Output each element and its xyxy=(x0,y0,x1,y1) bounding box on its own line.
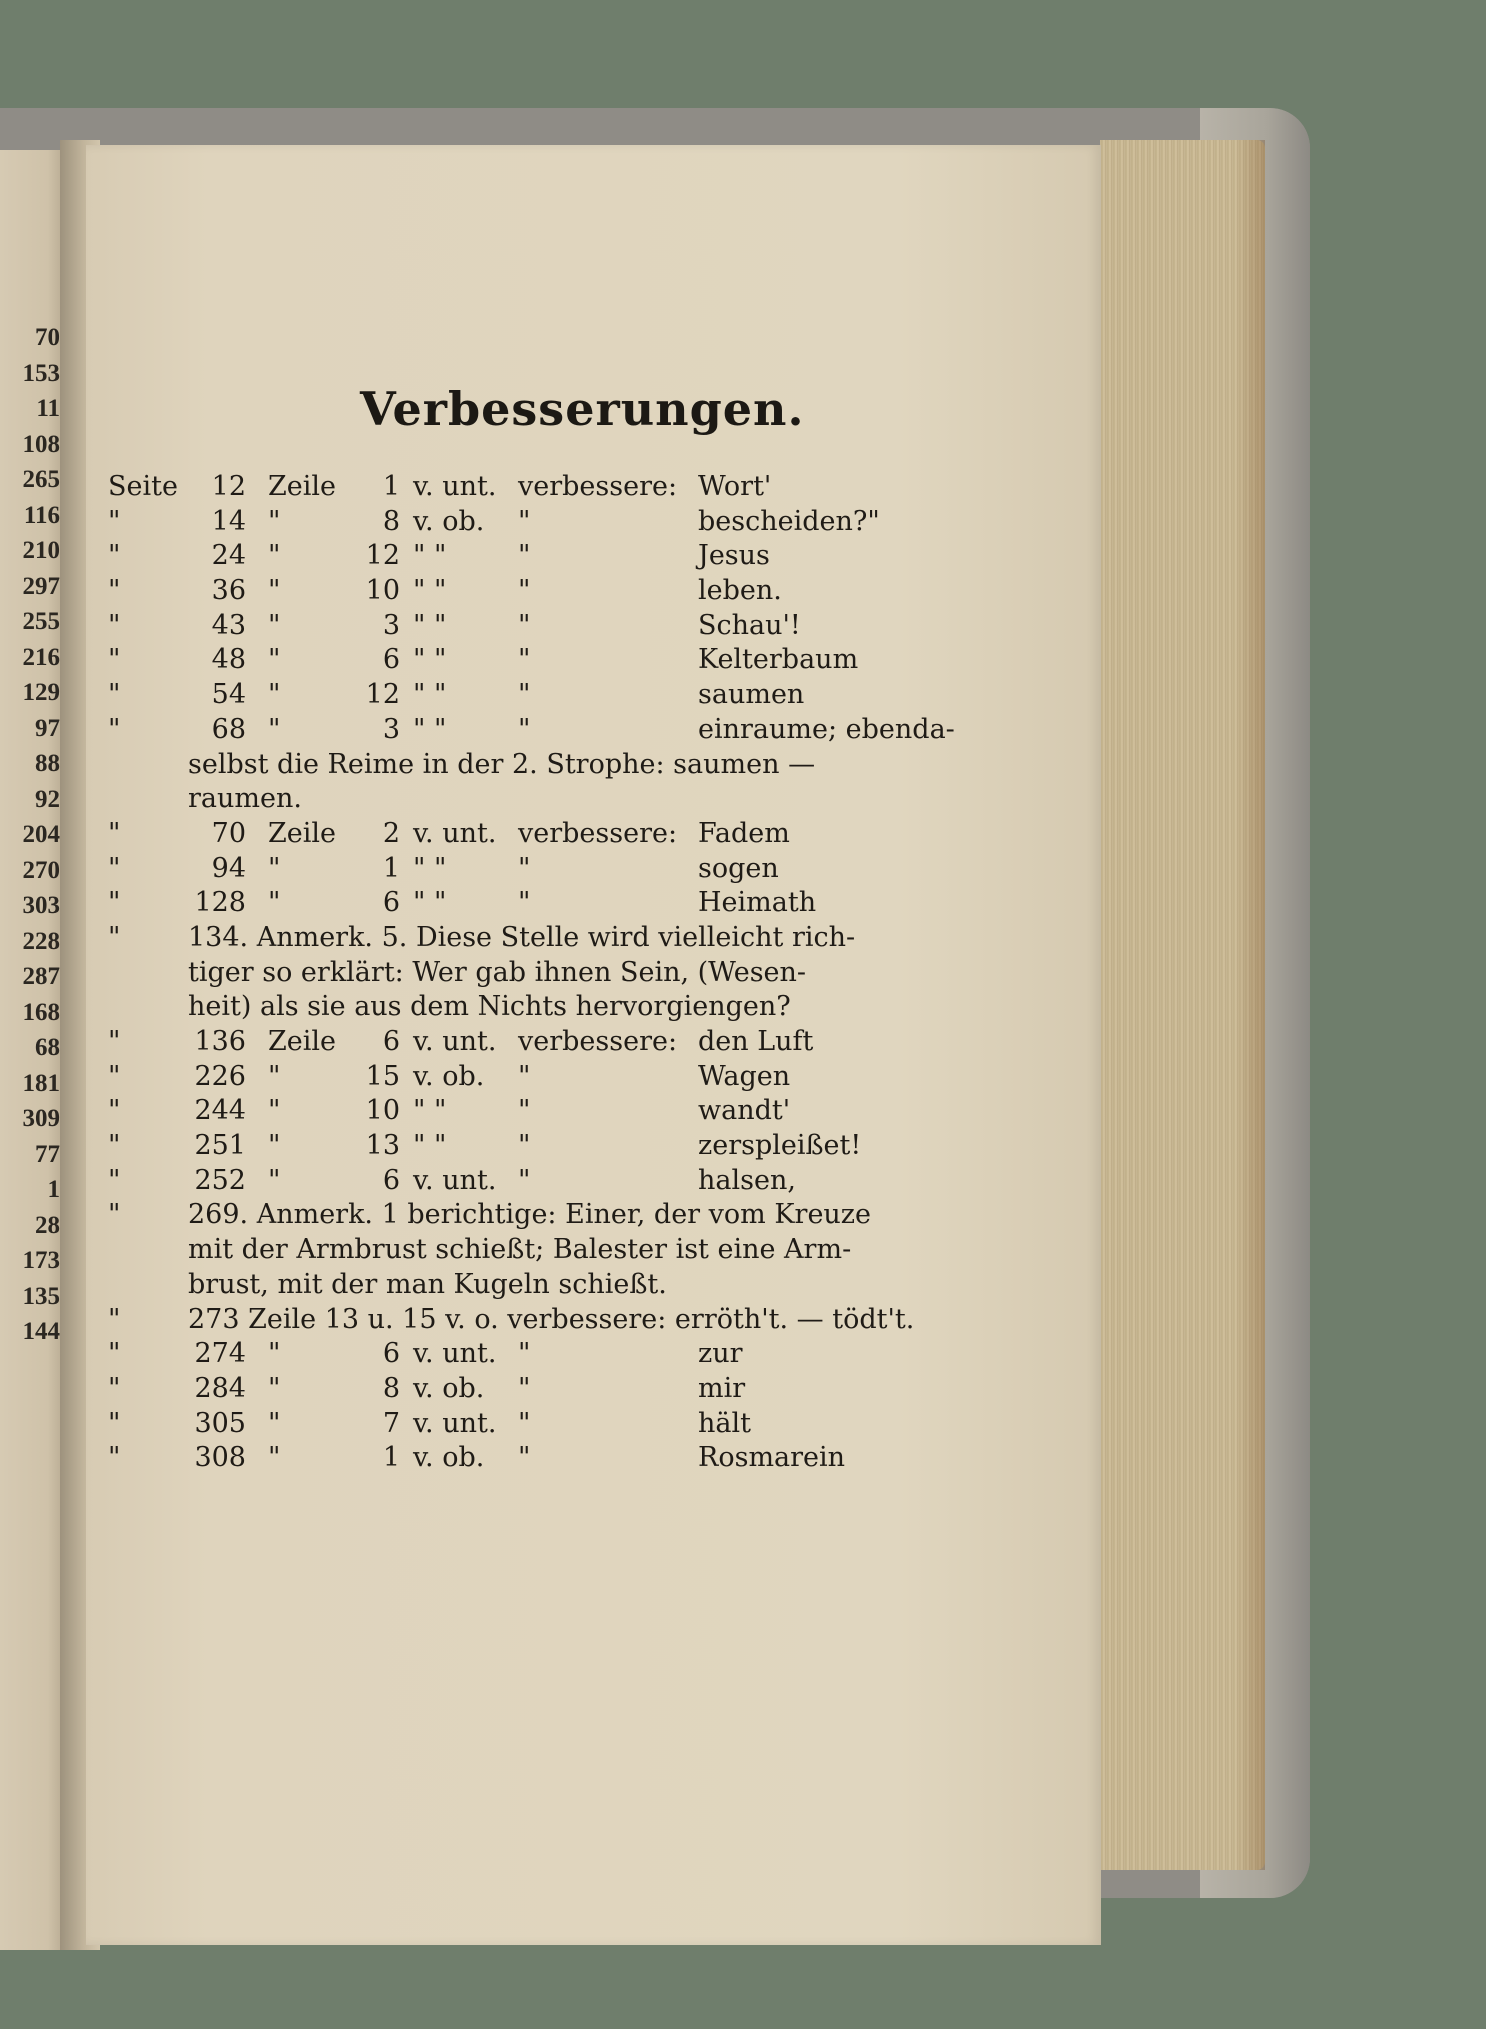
row-direction: " " xyxy=(413,1130,447,1162)
row-verb: " xyxy=(518,540,531,572)
row-label: " xyxy=(108,644,121,676)
row-page: 128 xyxy=(194,887,246,919)
row-zeile: " xyxy=(268,1442,281,1474)
row-word: Fadem xyxy=(698,817,790,849)
row-line: 3 xyxy=(382,713,400,745)
row-direction: " " xyxy=(413,852,447,884)
correction-row xyxy=(108,1372,988,1407)
correction-row xyxy=(108,1407,988,1442)
row-text: tiger so erklärt: Wer gab ihnen Sein, (Wesen- xyxy=(188,956,807,988)
row-direction: v. unt. xyxy=(413,471,497,502)
row-verb: " xyxy=(518,1372,531,1404)
row-direction: " " xyxy=(413,575,447,607)
row-verb: " xyxy=(518,609,531,641)
row-word: zur xyxy=(698,1338,743,1370)
row-word: Wagen xyxy=(698,1060,791,1092)
left-page-number: 181 xyxy=(22,1069,60,1097)
left-page-numbers xyxy=(0,320,60,1350)
row-direction: v. ob. xyxy=(413,1442,485,1474)
correction-row xyxy=(108,1164,988,1199)
row-line: 1 xyxy=(382,1442,400,1474)
row-zeile: " xyxy=(268,852,281,884)
row-label: " xyxy=(108,1338,121,1370)
row-verb: " xyxy=(518,1338,531,1370)
row-direction: v. unt. xyxy=(413,817,497,849)
row-word: bescheiden?" xyxy=(698,505,880,537)
row-verb: " xyxy=(518,852,531,884)
row-text: 273 Zeile 13 u. 15 v. o. verbessere: erröth't. — tödt't. xyxy=(188,1303,915,1335)
row-label: " xyxy=(108,1026,121,1057)
row-line: 13 xyxy=(365,1130,400,1162)
row-line: 6 xyxy=(382,1338,400,1370)
row-verb: " xyxy=(518,1060,531,1092)
row-page: 251 xyxy=(194,1130,246,1162)
row-verb: verbessere: xyxy=(518,1026,678,1057)
left-page-number: 70 xyxy=(35,324,60,351)
row-label: " xyxy=(108,1199,121,1231)
correction-row xyxy=(108,817,988,852)
row-line: 3 xyxy=(382,609,400,641)
row-text: heit) als sie aus dem Nichts hervorgiengen? xyxy=(188,991,791,1023)
row-word: halsen, xyxy=(698,1164,796,1196)
correction-row xyxy=(108,1441,988,1476)
row-line: 8 xyxy=(382,1372,400,1404)
left-page-number: 116 xyxy=(23,501,60,529)
row-word: sogen xyxy=(698,852,779,884)
correction-row xyxy=(108,470,988,505)
row-page: 308 xyxy=(194,1442,246,1474)
left-page-number: 153 xyxy=(22,359,60,387)
row-text: 269. Anmerk. 1 berichtige: Einer, der vom Kreuze xyxy=(188,1199,872,1231)
row-verb: " xyxy=(518,887,531,919)
row-page: 70 xyxy=(211,817,246,849)
row-word: Wort' xyxy=(698,471,772,502)
row-page: 24 xyxy=(211,540,246,572)
row-word: Rosmarein xyxy=(698,1442,846,1474)
row-direction: v. ob. xyxy=(413,505,485,537)
row-verb: " xyxy=(518,1164,531,1196)
left-page-number: 28 xyxy=(35,1211,60,1239)
row-label: " xyxy=(108,1060,121,1092)
row-line: 1 xyxy=(382,852,400,884)
left-page-number: 297 xyxy=(22,572,60,600)
row-verb: " xyxy=(518,505,531,537)
row-line: 6 xyxy=(382,644,400,676)
row-zeile: " xyxy=(268,713,281,745)
row-word: den Luft xyxy=(698,1026,814,1057)
row-label: " xyxy=(108,1407,121,1439)
row-label: " xyxy=(108,1442,121,1474)
text-line xyxy=(108,990,988,1025)
row-page: 43 xyxy=(211,609,246,641)
row-direction: v. ob. xyxy=(413,1060,485,1092)
left-page-number: 97 xyxy=(35,714,60,742)
row-zeile: " xyxy=(268,505,281,537)
correction-row xyxy=(108,609,988,644)
correction-row xyxy=(108,852,988,887)
row-line: 6 xyxy=(382,887,400,919)
text-line xyxy=(108,782,988,817)
left-page-number: 216 xyxy=(22,643,60,671)
row-verb: verbessere: xyxy=(518,817,678,849)
row-zeile: " xyxy=(268,540,281,572)
row-text: raumen. xyxy=(188,783,302,815)
row-word: Jesus xyxy=(698,540,770,572)
left-page-number: 228 xyxy=(22,927,60,955)
row-word: saumen xyxy=(698,679,805,711)
row-label: Seite xyxy=(108,471,178,502)
left-page-number: 68 xyxy=(35,1034,60,1061)
row-word: Schau'! xyxy=(698,609,801,641)
row-zeile: Zeile xyxy=(268,1026,336,1057)
left-page-number: 309 xyxy=(22,1105,60,1132)
left-page-number: 77 xyxy=(35,1140,60,1168)
row-verb: " xyxy=(518,1130,531,1162)
row-zeile: " xyxy=(268,1095,281,1127)
row-text: mit der Armbrust schießt; Balester ist eine Arm- xyxy=(188,1234,852,1266)
row-label: " xyxy=(108,540,121,572)
left-page-number: 287 xyxy=(22,963,60,990)
correction-row xyxy=(108,1129,988,1164)
row-zeile: " xyxy=(268,1164,281,1196)
row-word: mir xyxy=(698,1372,746,1404)
left-page-number: 108 xyxy=(22,430,60,458)
row-zeile: Zeile xyxy=(268,471,336,502)
row-label: " xyxy=(108,1164,121,1196)
row-line: 12 xyxy=(365,540,400,572)
row-verb: " xyxy=(518,644,531,676)
row-label: " xyxy=(108,609,121,641)
correction-row xyxy=(108,574,988,609)
row-page: 274 xyxy=(194,1338,246,1370)
row-verb: verbessere: xyxy=(518,471,678,502)
row-line: 10 xyxy=(365,1095,400,1127)
row-text: brust, mit der man Kugeln schießt. xyxy=(188,1268,667,1300)
left-page-number: 168 xyxy=(22,998,60,1026)
row-page: 244 xyxy=(194,1095,246,1127)
row-page: 305 xyxy=(194,1407,246,1439)
text-line xyxy=(108,921,988,956)
correction-row xyxy=(108,539,988,574)
correction-row xyxy=(108,505,988,540)
row-line: 6 xyxy=(382,1026,400,1057)
row-word: leben. xyxy=(698,575,782,607)
correction-row xyxy=(108,713,988,748)
left-page-number: 255 xyxy=(22,608,60,635)
left-page-number: 173 xyxy=(22,1247,60,1274)
row-label: " xyxy=(108,817,121,849)
left-page-number: 88 xyxy=(35,750,60,777)
row-page: 94 xyxy=(211,852,246,884)
row-page: 12 xyxy=(211,471,246,502)
row-zeile: " xyxy=(268,575,281,607)
text-line xyxy=(108,956,988,991)
row-zeile: " xyxy=(268,609,281,641)
text-line xyxy=(108,748,988,783)
row-verb: " xyxy=(518,713,531,745)
row-line: 6 xyxy=(382,1164,400,1196)
text-line xyxy=(108,1268,988,1303)
row-line: 12 xyxy=(365,679,400,711)
left-page-number: 265 xyxy=(22,466,60,493)
row-zeile: Zeile xyxy=(268,817,336,849)
row-label: " xyxy=(108,679,121,711)
row-label: " xyxy=(108,852,121,884)
row-zeile: " xyxy=(268,1372,281,1404)
left-page-number: 210 xyxy=(22,537,60,564)
left-page-number: 92 xyxy=(35,785,60,813)
row-direction: " " xyxy=(413,609,447,641)
row-page: 136 xyxy=(194,1026,246,1057)
correction-row xyxy=(108,1025,988,1060)
row-direction: " " xyxy=(413,644,447,676)
row-word: einraume; ebenda- xyxy=(698,713,955,745)
row-zeile: " xyxy=(268,679,281,711)
row-direction: " " xyxy=(413,1095,447,1127)
row-direction: " " xyxy=(413,679,447,711)
row-line: 1 xyxy=(382,471,400,502)
row-page: 68 xyxy=(211,713,246,745)
left-page-number: 129 xyxy=(22,679,60,706)
row-zeile: " xyxy=(268,887,281,919)
left-page-number: 144 xyxy=(22,1318,60,1345)
left-page-number: 11 xyxy=(36,395,60,422)
row-page: 284 xyxy=(194,1372,246,1404)
row-line: 8 xyxy=(382,505,400,537)
row-direction: " " xyxy=(413,540,447,572)
row-zeile: " xyxy=(268,1338,281,1370)
left-page-number: 135 xyxy=(22,1282,60,1310)
row-label: " xyxy=(108,887,121,919)
row-page: 252 xyxy=(194,1164,246,1196)
row-word: Heimath xyxy=(698,887,817,919)
row-label: " xyxy=(108,921,121,953)
row-word: Kelterbaum xyxy=(698,644,859,676)
left-page-number: 204 xyxy=(22,821,60,848)
row-label: " xyxy=(108,1095,121,1127)
correction-row xyxy=(108,678,988,713)
row-zeile: " xyxy=(268,644,281,676)
row-direction: v. ob. xyxy=(413,1372,485,1404)
row-zeile: " xyxy=(268,1407,281,1439)
row-page: 36 xyxy=(211,575,246,607)
correction-row xyxy=(108,1060,988,1095)
row-label: " xyxy=(108,1372,121,1404)
row-page: 48 xyxy=(211,644,246,676)
text-line xyxy=(108,1303,988,1338)
row-line: 15 xyxy=(365,1060,400,1092)
row-label: " xyxy=(108,1303,121,1335)
text-line xyxy=(108,1233,988,1268)
row-text: selbst die Reime in der 2. Strophe: saumen — xyxy=(188,748,816,780)
row-line: 7 xyxy=(382,1407,400,1439)
row-word: zerspleißet! xyxy=(698,1130,862,1162)
row-direction: v. unt. xyxy=(413,1338,497,1370)
row-verb: " xyxy=(518,1407,531,1439)
row-page: 14 xyxy=(211,505,246,537)
row-word: wandt' xyxy=(698,1095,791,1127)
left-page-number: 1 xyxy=(47,1176,60,1203)
row-direction: " " xyxy=(413,713,447,745)
row-zeile: " xyxy=(268,1130,281,1162)
row-word: hält xyxy=(698,1407,751,1439)
row-page: 226 xyxy=(194,1060,246,1092)
fore-edge-shade xyxy=(1235,140,1265,1870)
left-page-number: 303 xyxy=(22,892,60,919)
row-direction: v. unt. xyxy=(413,1026,497,1057)
row-label: " xyxy=(108,575,121,607)
row-verb: " xyxy=(518,1442,531,1474)
row-verb: " xyxy=(518,679,531,711)
row-label: " xyxy=(108,1130,121,1162)
row-text: 134. Anmerk. 5. Diese Stelle wird vielleicht rich- xyxy=(188,921,856,953)
correction-row xyxy=(108,643,988,678)
row-page: 54 xyxy=(211,679,246,711)
row-direction: v. unt. xyxy=(413,1407,497,1439)
row-direction: " " xyxy=(413,887,447,919)
row-line: 10 xyxy=(365,575,400,607)
correction-row xyxy=(108,886,988,921)
correction-row xyxy=(108,1094,988,1129)
row-label: " xyxy=(108,713,121,745)
row-line: 2 xyxy=(382,817,400,849)
row-label: " xyxy=(108,505,121,537)
row-zeile: " xyxy=(268,1060,281,1092)
row-verb: " xyxy=(518,1095,531,1127)
corrections-list xyxy=(108,470,988,1476)
left-page-number: 270 xyxy=(22,856,60,884)
row-verb: " xyxy=(518,575,531,607)
text-line xyxy=(108,1198,988,1233)
page-title: Verbesserungen. xyxy=(360,382,805,436)
row-direction: v. unt. xyxy=(413,1164,497,1196)
correction-row xyxy=(108,1337,988,1372)
